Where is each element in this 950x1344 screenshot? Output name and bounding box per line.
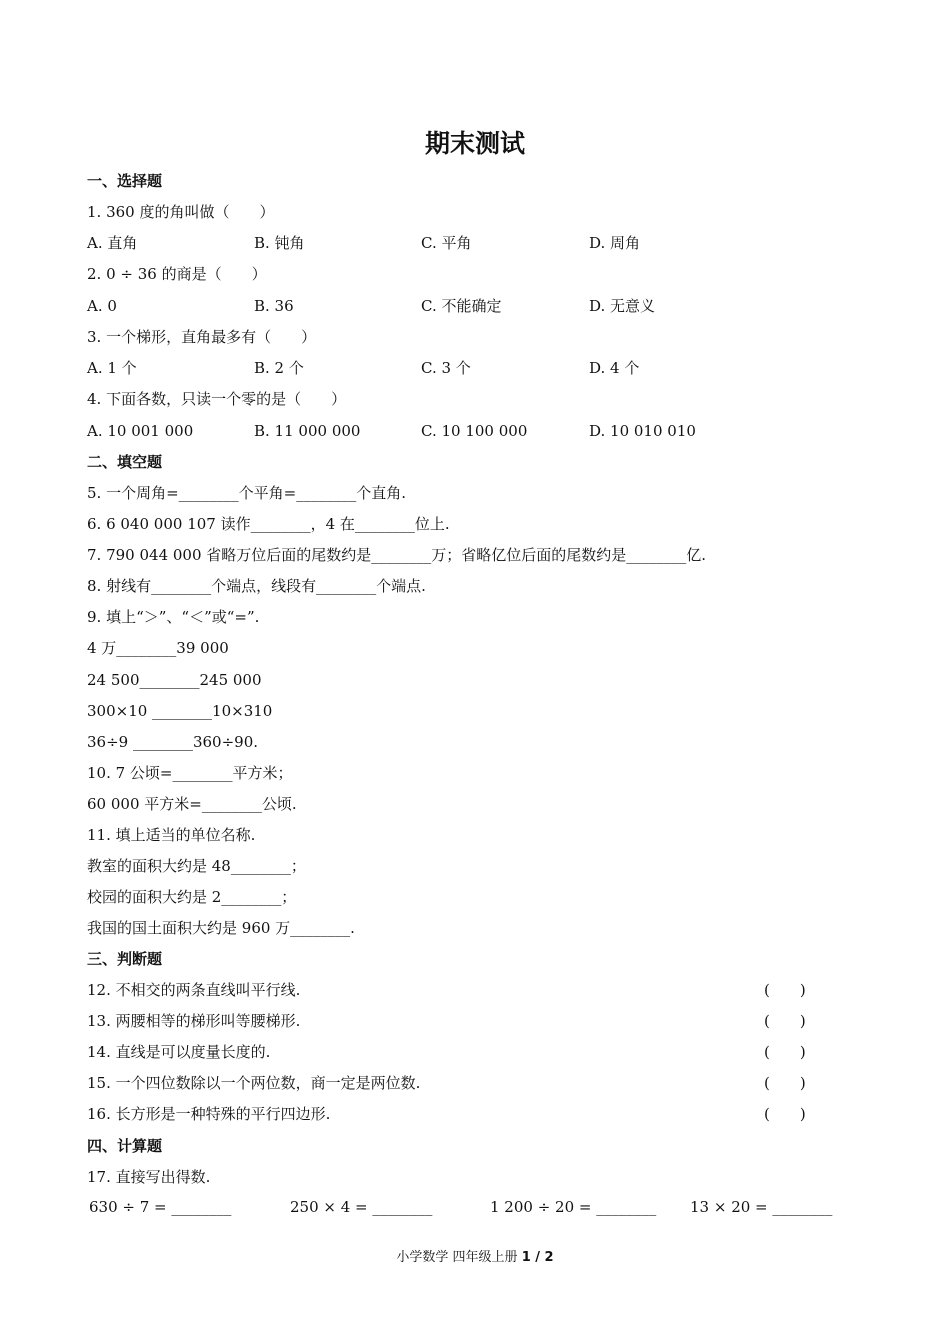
question-3: 3. 一个梯形，直角最多有（ ） [87, 328, 317, 346]
question-10-b: 60 000 平方米=________公顷. [87, 795, 297, 813]
question-11: 11. 填上适当的单位名称. [87, 826, 256, 844]
section-heading-fill: 二、填空题 [87, 453, 163, 471]
q4-option-a: A. 10 001 000 [87, 422, 194, 440]
question-11-c: 我国的国土面积大约是 960 万________. [87, 919, 355, 937]
question-10-a: 10. 7 公顷=________平方米； [87, 764, 293, 782]
q2-option-b: B. 36 [254, 297, 294, 315]
answer-paren: ( ) [764, 981, 806, 999]
question-12: 12. 不相交的两条直线叫平行线. [87, 981, 301, 999]
question-16: 16. 长方形是一种特殊的平行四边形. [87, 1105, 331, 1123]
footer-text: 小学数学 四年级上册 [396, 1250, 518, 1265]
section-heading-judge: 三、判断题 [87, 950, 163, 968]
q3-option-a: A. 1 个 [87, 359, 137, 377]
answer-paren: ( ) [764, 1012, 806, 1030]
q2-option-a: A. 0 [87, 297, 117, 315]
page-title: 期末测试 [424, 129, 525, 158]
calc-item-2: 250 × 4 = ________ [290, 1198, 433, 1216]
question-13: 13. 两腰相等的梯形叫等腰梯形. [87, 1012, 301, 1030]
question-8: 8. 射线有________个端点，线段有________个端点. [87, 577, 426, 595]
answer-paren: ( ) [764, 1074, 806, 1092]
question-5: 5. 一个周角=________个平角=________个直角. [87, 484, 406, 502]
answer-paren: ( ) [764, 1043, 806, 1061]
question-9: 9. 填上“＞”、“＜”或“=”. [87, 608, 260, 626]
q2-option-d: D. 无意义 [589, 297, 656, 315]
question-11-b: 校园的面积大约是 2________； [87, 888, 297, 906]
question-6: 6. 6 040 000 107 读作________，4 在________位上. [87, 515, 450, 533]
question-2: 2. 0 ÷ 36 的商是（ ） [87, 265, 267, 283]
q1-option-d: D. 周角 [589, 234, 641, 252]
page-number: 1 / 2 [521, 1250, 554, 1265]
question-9-b: 24 500________245 000 [87, 671, 262, 689]
question-17: 17. 直接写出得数. [87, 1168, 211, 1186]
q1-option-c: C. 平角 [421, 234, 472, 252]
q3-option-c: C. 3 个 [421, 359, 471, 377]
answer-paren: ( ) [764, 1105, 806, 1123]
question-14: 14. 直线是可以度量长度的. [87, 1043, 271, 1061]
question-7: 7. 790 044 000 省略万位后面的尾数约是________万；省略亿位后面的尾数约是________亿. [87, 546, 707, 564]
q1-option-a: A. 直角 [87, 234, 138, 252]
q1-option-b: B. 钝角 [254, 234, 305, 252]
section-heading-calc: 四、计算题 [87, 1137, 163, 1155]
q4-option-c: C. 10 100 000 [421, 422, 528, 440]
q2-option-c: C. 不能确定 [421, 297, 502, 315]
question-15: 15. 一个四位数除以一个两位数，商一定是两位数. [87, 1074, 421, 1092]
question-9-c: 300×10 ________10×310 [87, 702, 273, 720]
question-9-d: 36÷9 ________360÷90. [87, 733, 259, 751]
section-heading-choice: 一、选择题 [87, 172, 163, 190]
q3-option-d: D. 4 个 [589, 359, 640, 377]
q4-option-d: D. 10 010 010 [589, 422, 696, 440]
question-1: 1. 360 度的角叫做（ ） [87, 203, 275, 221]
question-4: 4. 下面各数，只读一个零的是（ ） [87, 390, 347, 408]
question-9-a: 4 万________39 000 [87, 639, 229, 657]
calc-item-3: 1 200 ÷ 20 = ________ [490, 1198, 657, 1216]
calc-item-1: 630 ÷ 7 = ________ [89, 1198, 232, 1216]
page-footer [0, 1246, 950, 1265]
q4-option-b: B. 11 000 000 [254, 422, 361, 440]
q3-option-b: B. 2 个 [254, 359, 304, 377]
calc-item-4: 13 × 20 = ________ [690, 1198, 833, 1216]
question-11-a: 教室的面积大约是 48________； [87, 857, 306, 875]
